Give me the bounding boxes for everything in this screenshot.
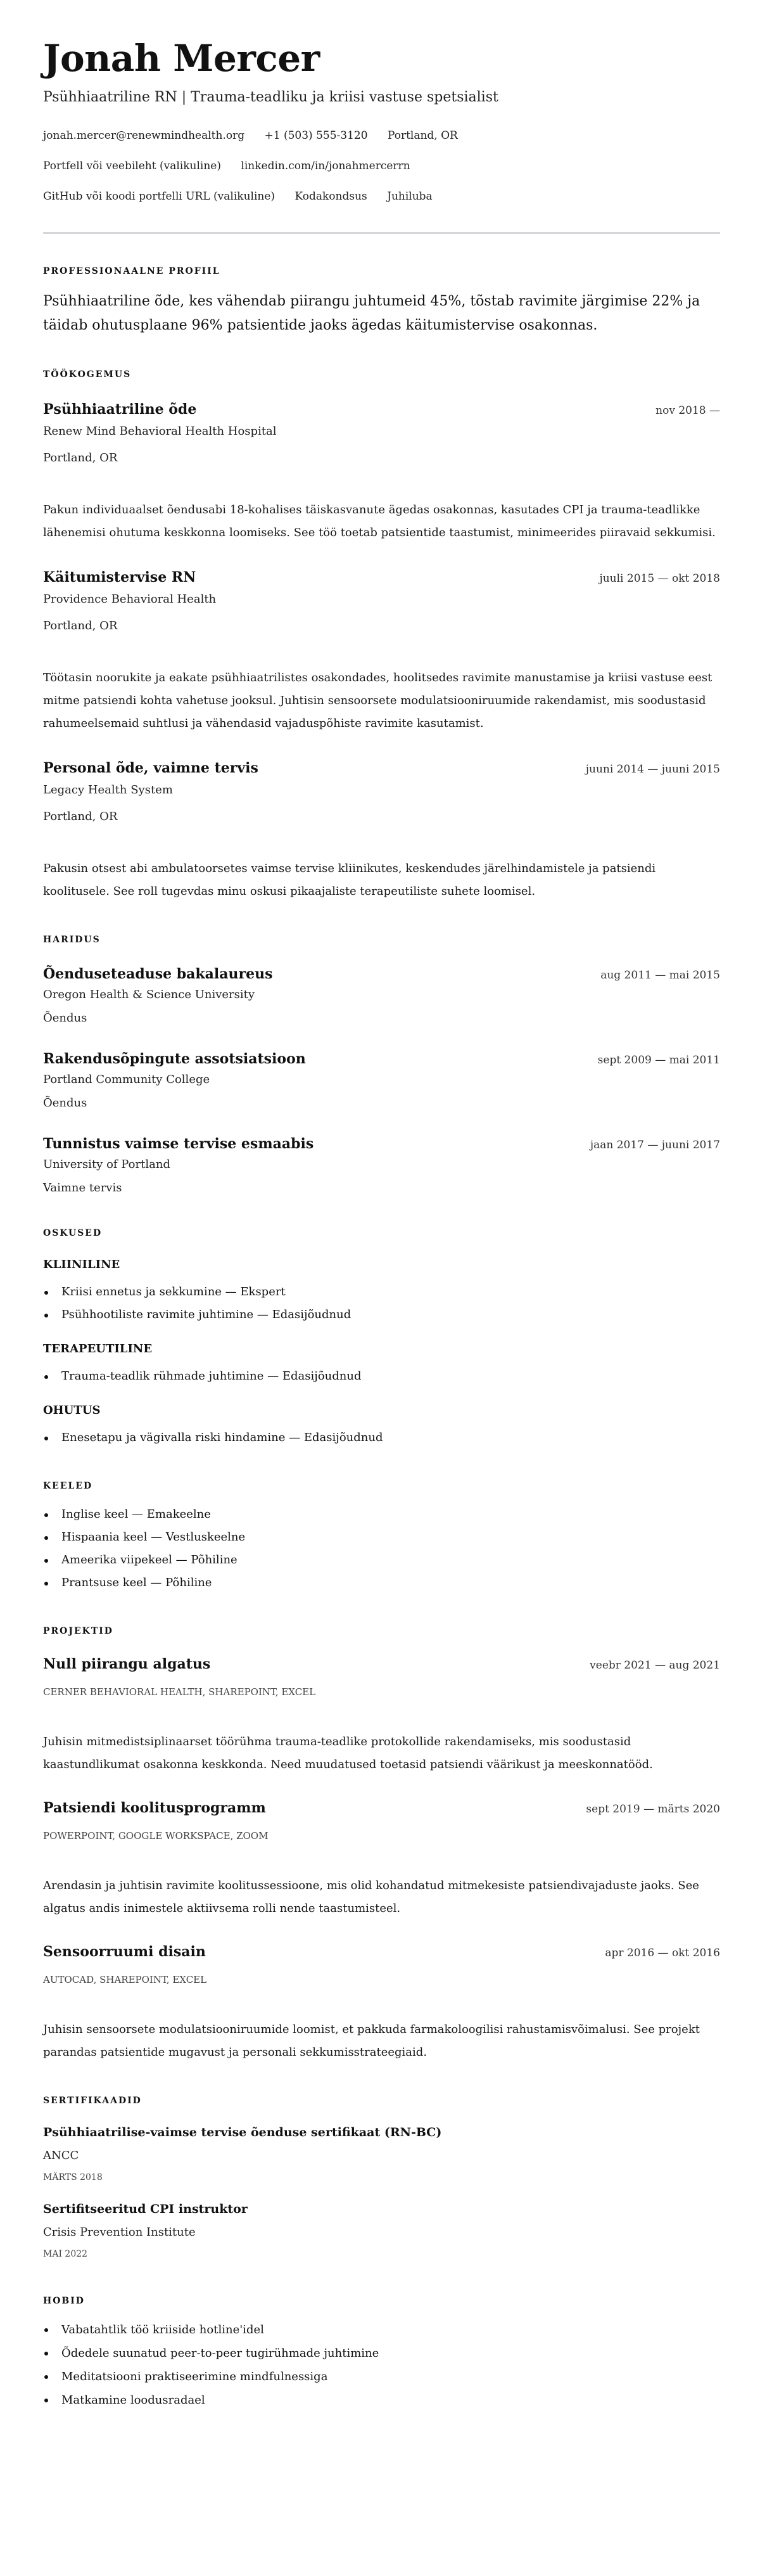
job-location: Portland, OR [43,810,118,823]
education-date: sept 2009 — mai 2011 [597,1054,720,1067]
school-name: Oregon Health & Science University [43,988,255,1001]
job-entry [43,400,720,544]
job-description: Töötasin noorukite ja eakate psühhiaatrilistes osakondades, hoolitsedes ravimite manustamise ja kriisi vastuse eest mitme patsiendi kohta vahetuse jooksul. Juhtisin sensoorsete modulatsiooniruumide rakendamist, mis soodustasid rahumeelsemaid suhtlusi ja vähendasid vajaduspõhiste ravimite kasutamist. [43,671,712,730]
contact-linkedin[interactable]: linkedin.com/in/jonahmercerrn [241,160,410,172]
education-entry [43,964,720,1027]
contact-phone[interactable]: +1 (503) 555-3120 [264,129,368,142]
skill-item: Psühhootiliste ravimite juhtimine — Edasijõudnud [43,1304,720,1326]
section-heading: HARIDUS [43,935,101,945]
skill-list [43,1281,720,1326]
language-item: Ameerika viipekeel — Põhiline [43,1549,720,1572]
contact-location: Portland, OR [387,129,458,142]
contact-email[interactable]: jonah.mercer@renewmindhealth.org [43,129,245,142]
section-heading: OSKUSED [43,1228,103,1238]
hobby-item: Matkamine loodusradael [43,2388,720,2412]
contact-citizenship: Kodakondsus [294,190,367,203]
project-tech: CERNER BEHAVIORAL HEALTH, SHAREPOINT, EXCEL [43,1686,316,1698]
contact-row [43,158,720,174]
language-item: Inglise keel — Emakeelne [43,1503,720,1526]
hobby-list [43,2318,720,2412]
job-description: Pakun individuaalset õendusabi 18-kohalises täiskasvanute ägedas osakonnas, kasutades CPI ja trauma-teadlikke lähenemisi ohutuma keskkonna loomiseks. See töö toetab patsientide taastumist, minimeerides piiravaid sekkumisi. [43,503,716,539]
project-date: apr 2016 — okt 2016 [605,1947,720,1959]
skill-item: Trauma-teadlik rühmade juhtimine — Edasijõudnud [43,1365,720,1388]
header-divider [43,232,720,234]
profile-summary: Psühhiaatriline õde, kes vähendab piirangu juhtumeid 45%, tõstab ravimite järgimise 22% ja täidab ohutusplaane 96% patsientide jaoks ägedas käitumistervise osakonnas. [43,293,700,333]
job-description: Pakusin otsest abi ambulatoorsetes vaimse tervise kliinikutes, keskendudes järelhindamistele ja patsiendi koolitusele. See roll tugevdas minu oskusi pikaajaliste terapeutiliste suhete loomisel. [43,862,656,898]
contact-drivers-license: Juhiluba [387,190,433,203]
job-title: Käitumistervise RN [43,569,196,586]
candidate-name: Jonah Mercer [43,37,320,80]
certification-date: MÄRTS 2018 [43,2172,103,2182]
project-title: Sensoorruumi disain [43,1944,206,1960]
section-heading: PROFESSIONAALNE PROFIIL [43,266,220,276]
job-location: Portland, OR [43,619,118,632]
contact-row [43,189,720,204]
certifications-section [43,2094,720,2260]
skill-category: KLIINILINE [43,1258,120,1271]
section-heading: KEELED [43,1481,93,1491]
skill-list [43,1365,720,1388]
job-location: Portland, OR [43,451,118,465]
hobby-item: Vabatahtlik töö kriiside hotline'idel [43,2318,720,2342]
project-entry [43,1655,720,1776]
certification-date: MAI 2022 [43,2249,88,2259]
language-item: Hispaania keel — Vestluskeelne [43,1526,720,1549]
skills-section [43,1227,720,1449]
job-entry [43,759,720,903]
project-date: veebr 2021 — aug 2021 [590,1659,720,1672]
field-of-study: Vaimne tervis [43,1181,122,1195]
job-date: juuli 2015 — okt 2018 [599,572,720,585]
education-date: aug 2011 — mai 2015 [600,969,720,982]
contact-github[interactable]: GitHub või koodi portfelli URL (valikuline) [43,190,276,203]
contact-portfolio[interactable]: Portfell või veebileht (valikuline) [43,160,221,172]
job-title: Personal õde, vaimne tervis [43,760,258,776]
field-of-study: Õendus [43,1096,87,1110]
degree-title: Õenduseteaduse bakalaureus [43,966,273,982]
contact-row [43,128,720,143]
degree-title: Rakendusõpingute assotsiatsioon [43,1051,306,1067]
degree-title: Tunnistus vaimse tervise esmaabis [43,1136,314,1152]
certification-title: Sertifitseeritud CPI instruktor [43,2202,248,2216]
certification-entry [43,2201,720,2260]
school-name: Portland Community College [43,1073,210,1086]
education-date: jaan 2017 — juuni 2017 [590,1139,720,1151]
language-item: Prantsuse keel — Põhiline [43,1572,720,1594]
project-date: sept 2019 — märts 2020 [586,1803,720,1816]
certification-entry [43,2124,720,2184]
job-date: nov 2018 — [656,404,720,417]
resume-page [0,38,760,2437]
project-entry [43,1942,720,2064]
candidate-headline: Psühhiaatriline RN | Trauma-teadliku ja kriisi vastuse spetsialist [43,89,498,105]
skill-list [43,1426,720,1449]
education-section [43,933,720,1196]
section-heading: TÖÖKOGEMUS [43,369,132,380]
projects-section [43,1625,720,2064]
project-title: Null piirangu algatus [43,1656,211,1672]
skill-item: Kriisi ennetus ja sekkumine — Ekspert [43,1281,720,1304]
job-title: Psühhiaatriline õde [43,401,197,418]
job-company: Providence Behavioral Health [43,593,217,606]
project-description: Arendasin ja juhtisin ravimite koolitussessioone, mis olid kohandatud mitmekesiste patsiendivajaduste jaoks. See algatus andis inimestele aktiivsema rolli nende taastumisteel. [43,1879,699,1915]
job-date: juuni 2014 — juuni 2015 [585,763,720,776]
job-company: Renew Mind Behavioral Health Hospital [43,425,277,438]
project-title: Patsiendi koolitusprogramm [43,1800,266,1816]
field-of-study: Õendus [43,1011,87,1025]
hobbies-section [43,2295,720,2412]
hobby-item: Meditatsiooni praktiseerimine mindfulnessiga [43,2365,720,2388]
school-name: University of Portland [43,1158,170,1171]
certification-title: Psühhiaatrilise-vaimse tervise õenduse sertifikaat (RN-BC) [43,2125,442,2139]
education-entry [43,1049,720,1112]
project-description: Juhisin mitmedistsiplinaarset töörühma trauma-teadlike protokollide rakendamiseks, mis soodustasid kaastundlikumat osakonna keskkonda. Need muudatused toetasid patsiendi väärikust ja meeskonnatööd. [43,1735,653,1771]
skill-category: TERAPEUTILINE [43,1342,153,1355]
skill-category: OHUTUS [43,1404,101,1417]
project-tech: AUTOCAD, SHAREPOINT, EXCEL [43,1974,207,1985]
job-entry [43,568,720,735]
project-tech: POWERPOINT, GOOGLE WORKSPACE, ZOOM [43,1830,269,1842]
certification-issuer: ANCC [43,2149,79,2162]
project-description: Juhisin sensoorsete modulatsiooniruumide loomist, et pakkuda farmakoloogilisi rahustamisvõimalusi. See projekt parandas patsientide mugavust ja personali sekkumisstrateegiaid. [43,2023,700,2059]
skill-item: Enesetapu ja vägivalla riski hindamine — Edasijõudnud [43,1426,720,1449]
project-entry [43,1798,720,1920]
language-list [43,1503,720,1594]
hobby-item: Õdedele suunatud peer-to-peer tugirühmade juhtimine [43,2342,720,2365]
section-heading: PROJEKTID [43,1626,113,1636]
languages-section [43,1480,720,1594]
section-heading: HOBID [43,2296,85,2306]
job-company: Legacy Health System [43,783,173,797]
resume-header [43,38,720,234]
certification-issuer: Crisis Prevention Institute [43,2226,196,2239]
education-entry [43,1134,720,1196]
experience-section [43,368,720,903]
profile-section [43,265,720,338]
section-heading: SERTIFIKAADID [43,2096,142,2106]
